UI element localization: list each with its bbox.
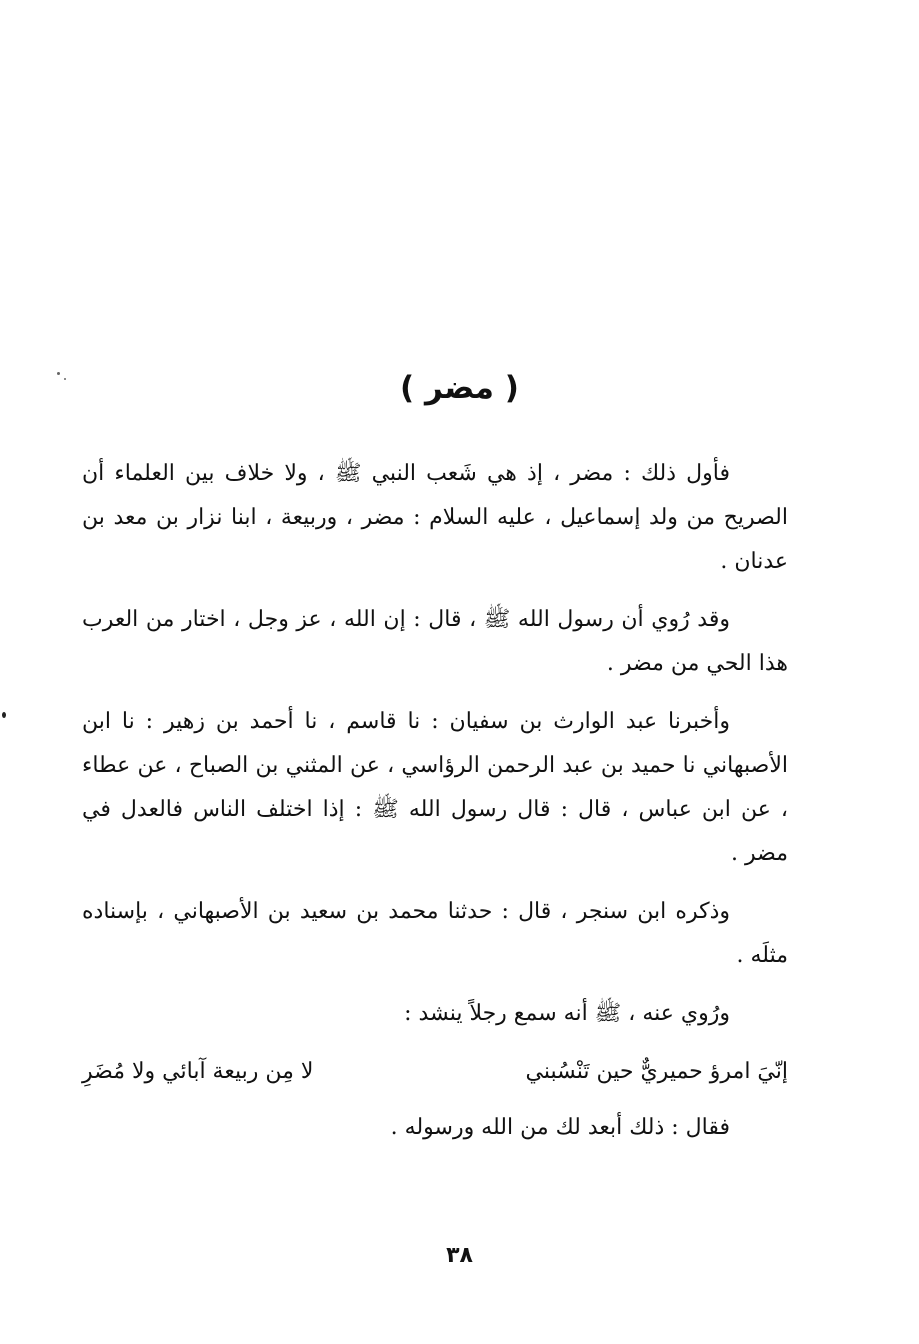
paragraph-3: وأخبرنا عبد الوارث بن سفيان : نا قاسم ، نا أحمد بن زهير : نا ابن الأصبهاني نا حميد بن عبد الرحمن الرؤاسي ، عن المثني بن الصباح ، عن عطاء ، عن ابن عباس ، قال : قال رسول الله ﷺ : إذا اختلف الناس فالعدل في مضر . [82, 709, 788, 866]
verse-second-half: لا مِن ربيعة آبائي ولا مُضَرِ [82, 1059, 314, 1084]
paragraph-2: وقد رُوي أن رسول الله ﷺ ، قال : إن الله ، عز وجل ، اختار من العرب هذا الحي من مضر . [82, 607, 788, 676]
chapter-heading: ( مضر ) [400, 370, 519, 406]
page-number: ٣٨ [446, 1243, 473, 1268]
paragraph-4: وذكره ابن سنجر ، قال : حدثنا محمد بن سعيد بن الأصبهاني ، بإسناده مثلَه . [82, 899, 788, 968]
closing-line: فقال : ذلك أبعد لك من الله ورسوله . [390, 1115, 730, 1140]
body-text [82, 452, 788, 1164]
scan-speck [2, 712, 6, 718]
poem-verse [82, 1050, 788, 1094]
paragraph-1: فأول ذلك : مضر ، إذ هي شَعب النبي ﷺ ، ولا خلاف بين العلماء أن الصريح من ولد إسماعيل ، عليه السلام : مضر ، وربيعة ، ابنا نزار بن معد بن عدنان . [82, 461, 788, 574]
verse-first-half: إنّيَ امرؤ حميريٌّ حين تَنْسُبني [525, 1059, 788, 1084]
paragraph-5: ورُوي عنه ، ﷺ أنه سمع رجلاً ينشد : [404, 1001, 730, 1026]
